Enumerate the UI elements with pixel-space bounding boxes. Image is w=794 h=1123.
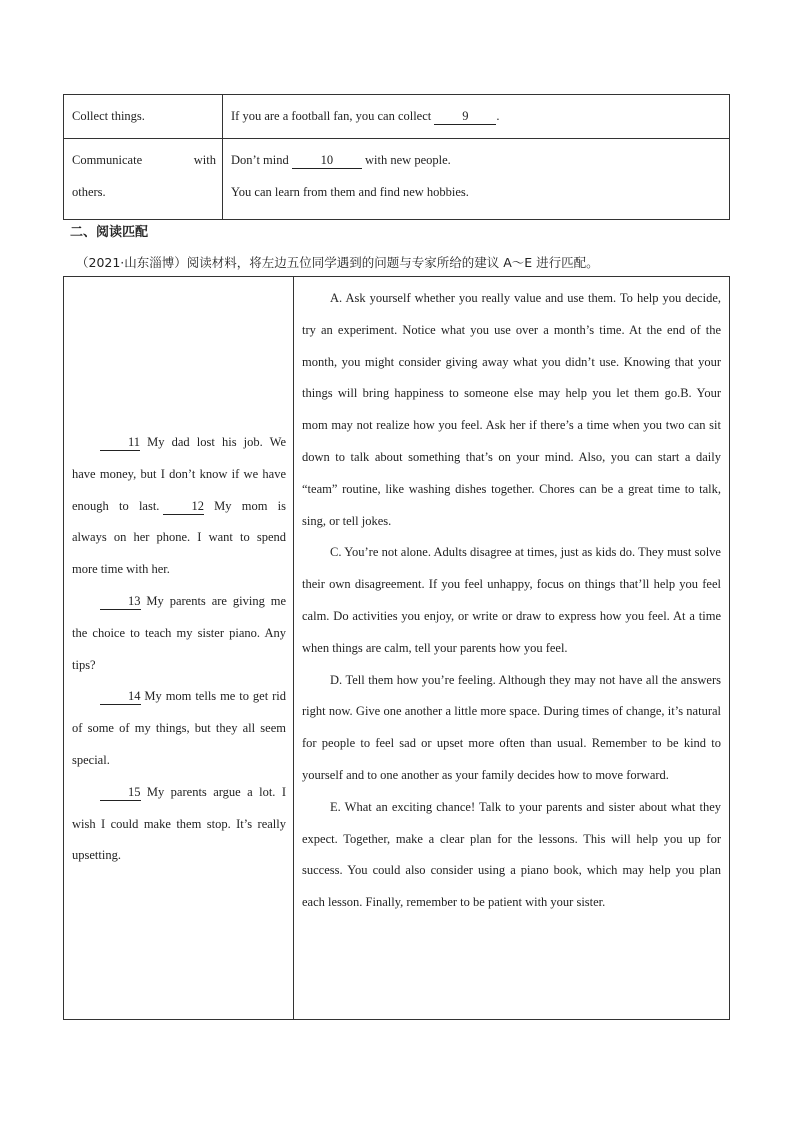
question-text: My dad lost his job. We have money, but I don’t know if we have enough to last. [72, 435, 286, 513]
advice-text-end: . [496, 109, 500, 123]
table-cell-activity [64, 139, 223, 220]
questions-cell [64, 277, 294, 1020]
answer-blank-9[interactable]: 9 [434, 108, 496, 125]
advice-text: Don’t mind [231, 153, 292, 167]
option-paragraph-d: D. Tell them how you’re feeling. Although they may not have all the answers right now. Give one another a little more space. During times of change, it’s natural for people to feel sad or upset more often than usual. Remember to be kind to yourself and to one another as your family decides how to move forward. [302, 672, 721, 782]
question-item [72, 777, 286, 872]
activity-table [63, 94, 730, 220]
activity-label: Collect things. [72, 109, 145, 123]
answer-blank-10[interactable]: 10 [292, 152, 362, 169]
answer-blank-12[interactable]: 12 [163, 499, 204, 515]
table-row [64, 95, 730, 139]
option-paragraph-c: C. You’re not alone. Adults disagree at times, just as kids do. They must solve their own disagreement. If you feel unhappy, focus on things that’ll help you feel calm. Do activities you enjoy, or write or draw to express how you feel. At a time when things are calm, tell your parents how you feel. [302, 545, 721, 655]
advice-text: If you are a football fan, you can collect [231, 109, 435, 123]
question-text: My mom is always on her phone. I want to spend more time with her. [72, 498, 286, 577]
question-item [72, 427, 286, 586]
table-cell-advice [223, 95, 730, 139]
answer-blank-13[interactable]: 13 [100, 594, 141, 610]
activity-word: Communicate [72, 153, 143, 167]
table-cell-activity [64, 95, 223, 139]
advice-line1 [231, 144, 721, 176]
answer-blank-14[interactable]: 14 [100, 689, 141, 705]
table-row [64, 139, 730, 220]
advice-line2: You can learn from them and find new hobbies. [231, 185, 469, 199]
option-paragraph-e: E. What an exciting chance! Talk to your parents and sister about what they expect. Together, make a clear plan for the lessons. This will help you up for success. You could also consider using a piano book, which may help you plan each lesson. Finally, remember to be patient with your sister. [302, 799, 721, 910]
answer-blank-15[interactable]: 15 [100, 785, 141, 801]
matching-table [63, 276, 730, 1020]
answer-blank-11[interactable]: 11 [100, 435, 140, 451]
section-instructions: （2021·山东淄博）阅读材料，将左边五位同学遇到的问题与专家所给的建议 A～E 进行匹配。 [76, 255, 599, 270]
activity-label-line2: others. [72, 185, 106, 199]
question-text: My parents are giving me the choice to teach my sister piano. Any tips? [72, 593, 286, 672]
advice-text-end: with new people. [361, 153, 451, 167]
options-cell [294, 277, 730, 1020]
question-text: My parents argue a lot. I wish I could make them stop. It’s really upsetting. [72, 784, 286, 863]
question-item [72, 681, 286, 776]
table-cell-advice [223, 139, 730, 220]
question-item [72, 586, 286, 681]
section-title: 二、阅读匹配 [70, 225, 149, 240]
option-paragraph-ab: A. Ask yourself whether you really value and use them. To help you decide, try an experiment. Notice what you use over a month’s time. At the end of the month, you might consider giving away what you didn’t use. Knowing that your things will bring happiness to someone else may help you let them go.B. Your mom may not realize how you feel. Ask her if there’s a time when you two can sit down to talk about something that’s on your mind. Also, you can start a daily “team” routine, like washing dishes together. Chores can be a great time to talk, sing, or tell jokes. [302, 291, 721, 528]
activity-word: with [193, 153, 216, 167]
question-text: My mom tells me to get rid of some of my things, but they all seem special. [72, 689, 286, 767]
table-row [64, 277, 730, 1020]
activity-label-line1 [72, 144, 216, 176]
